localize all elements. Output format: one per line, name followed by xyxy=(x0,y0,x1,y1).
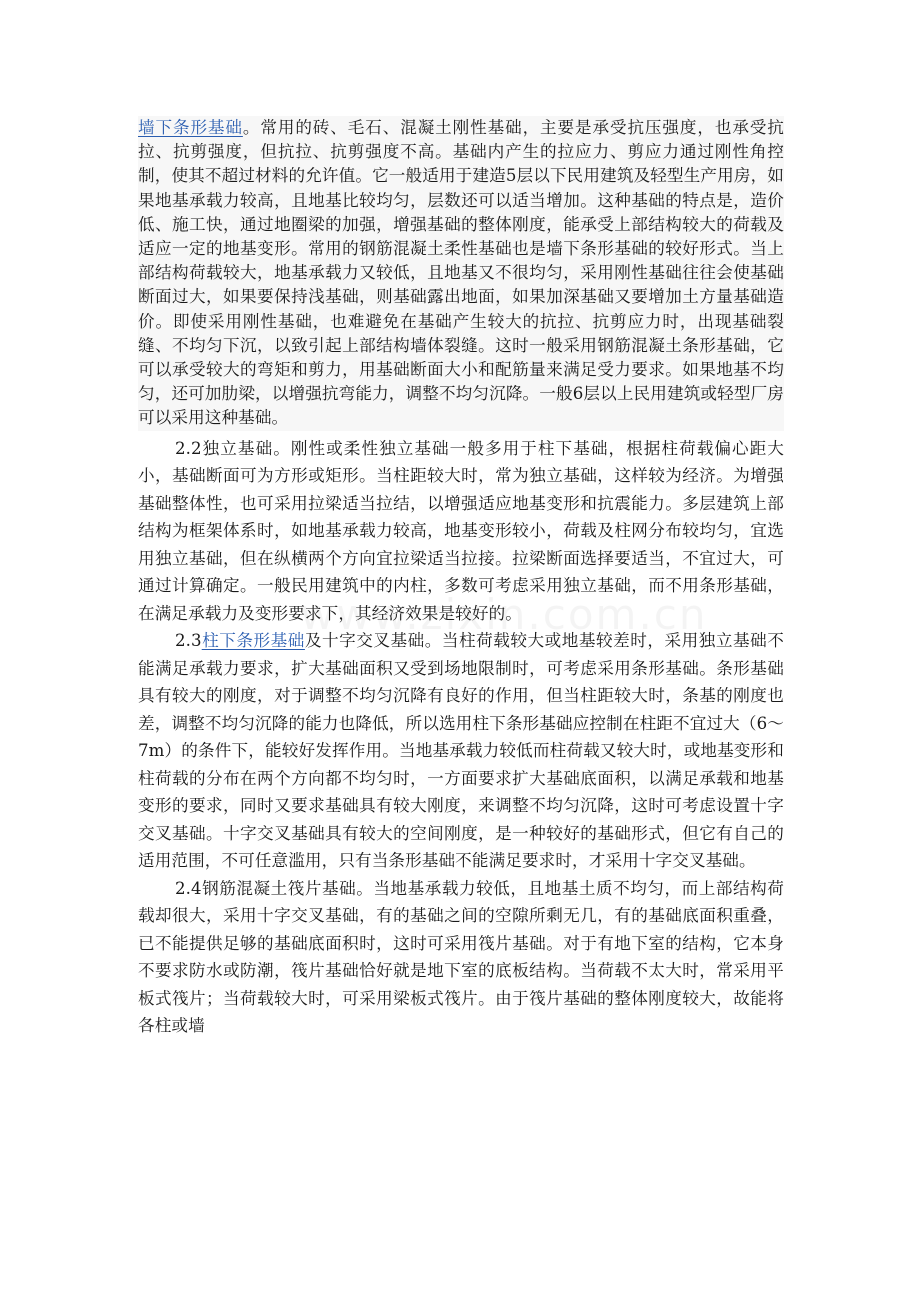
document-body xyxy=(138,116,784,1040)
paragraph-text: 2.2独立基础。刚性或柔性独立基础一般多用于柱下基础，根据柱荷载偏心距大小，基础断面可为方形或矩形。当柱距较大时，常为独立基础，这样较为经济。为增强基础整体性，也可采用拉梁适当拉结，以增强适应地基变形和抗震能力。多层建筑上部结构为框架体系时，如地基承载力较高，地基变形较小，荷载及柱网分布较均匀，宜选用独立基础，但在纵横两个方向宜拉梁适当拉接。拉梁断面选择要适当，不宜过大，可通过计算确定。一般民用建筑中的内柱，多数可考虑采用独立基础，而不用条形基础，在满足承载力及变形要求下，其经济效果是较好的。 xyxy=(138,438,784,623)
paragraph-column-strip-foundation xyxy=(138,627,784,875)
paragraph-text: 。常用的砖、毛石、混凝土刚性基础，主要是承受抗压强度，也承受抗拉、抗剪强度，但抗拉、抗剪强度不高。基础内产生的拉应力、剪应力通过刚性角控制，使其不超过材料的允许值。它一般适用于建造5层以下民用建筑及轻型生产用房，如果地基承载力较高，且地基比较均匀，层数还可以适当增加。这种基础的特点是，造价低、施工快，通过地圈梁的加强，增强基础的整体刚度，能承受上部结构较大的荷载及适应一定的地基变形。常用的钢筋混凝土柔性基础也是墙下条形基础的较好形式。当上部结构荷载较大，地基承载力又较低，且地基又不很均匀，采用刚性基础往往会使基础断面过大，如果要保持浅基础，则基础露出地面，如果加深基础又要增加土方量基础造价。即使采用刚性基础，也难避免在基础产生较大的抗拉、抗剪应力时，出现基础裂缝、不均匀下沉，以致引起上部结构墙体裂缝。这时一般采用钢筋混凝土条形基础，它可以承受较大的弯矩和剪力，用基础断面大小和配筋量来满足受力要求。如果地基不均匀，还可加肋梁，以增强抗弯能力，调整不均匀沉降。一般6层以上民用建筑或轻型厂房可以采用这种基础。 xyxy=(138,118,784,428)
section-number: 2.3 xyxy=(175,631,202,651)
link-wall-strip-foundation[interactable]: 墙下条形基础 xyxy=(138,118,243,137)
paragraph-text: 2.4钢筋混凝土筏片基础。当地基承载力较低，且地基土质不均匀，而上部结构荷载却很大，采用十字交叉基础，有的基础之间的空隙所剩无几，有的基础底面积重叠，已不能提供足够的基础底面积时，这时可采用筏片基础。对于有地下室的结构，它本身不要求防水或防潮，筏片基础恰好就是地下室的底板结构。当荷载不太大时，常采用平板式筏片；当荷载较大时，可采用梁板式筏片。由于筏片基础的整体刚度较大，故能将各柱或墙 xyxy=(138,878,784,1036)
link-column-strip-foundation[interactable]: 柱下条形基础 xyxy=(201,631,305,651)
paragraph-isolated-foundation xyxy=(138,435,784,628)
paragraph-raft-foundation xyxy=(138,875,784,1040)
paragraph-wall-strip-foundation xyxy=(138,116,784,431)
paragraph-text: 及十字交叉基础。当柱荷载较大或地基较差时，采用独立基础不能满足承载力要求，扩大基础面积又受到场地限制时，可考虑采用条形基础。条形基础具有较大的刚度，对于调整不均匀沉降有良好的作用，但当柱距较大时，条基的刚度也差，调整不均匀沉降的能力也降低，所以选用柱下条形基础应控制在柱距不宜过大（6～7m）的条件下，能较好发挥作用。当地基承载力较低而柱荷载又较大时，或地基变形和柱荷载的分布在两个方向都不均匀时，一方面要求扩大基础底面积，以满足承载和地基变形的要求，同时又要求基础具有较大刚度，来调整不均匀沉降，这时可考虑设置十字交叉基础。十字交叉基础具有较大的空间刚度，是一种较好的基础形式，但它有自己的适用范围，不可任意滥用，只有当条形基础不能满足要求时，才采用十字交叉基础。 xyxy=(138,631,784,871)
